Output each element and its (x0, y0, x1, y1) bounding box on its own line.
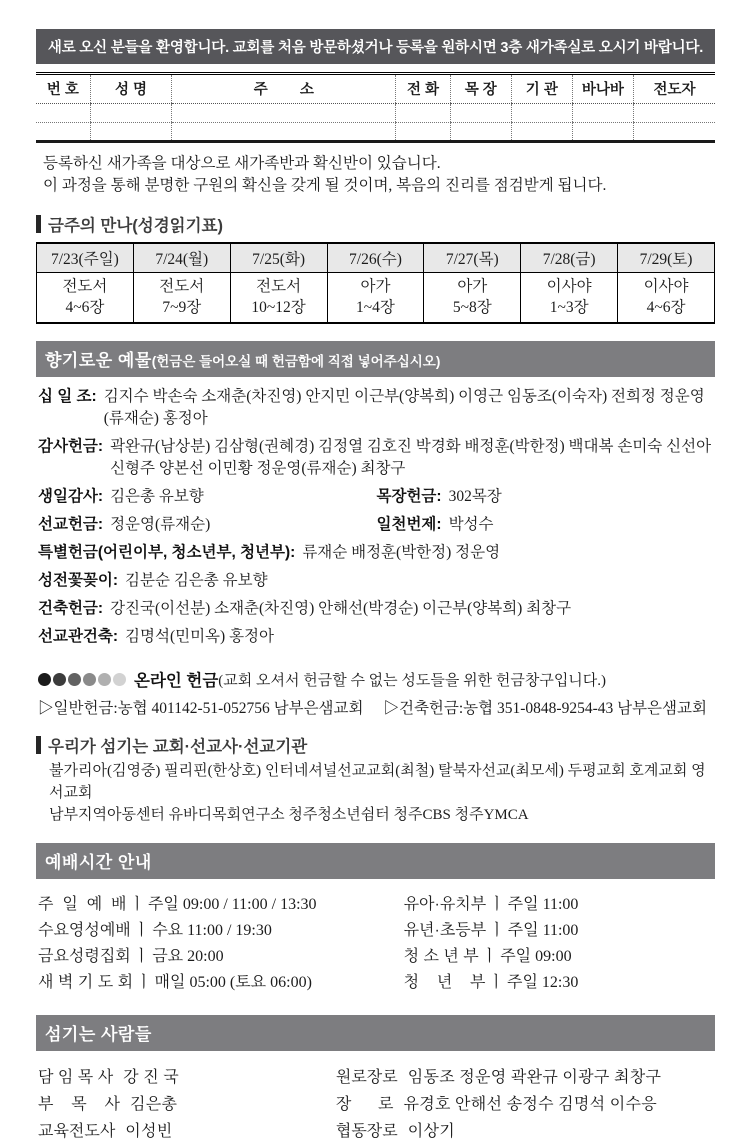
separator: ㅣ (136, 974, 152, 991)
schedule-row-elementary: 유년·초등부 ㅣ 주일 11:00 (403, 922, 579, 939)
schedule-row-wednesday: 수요영성예배 ㅣ 수요 11:00 / 19:30 (38, 922, 272, 939)
missions-heading (36, 733, 715, 757)
schedule-row-dawn: 새 벽 기 도 회 ㅣ 매일 05:00 (토요 06:00) (38, 974, 312, 991)
online-offering-heading (38, 667, 715, 691)
serving-people-title: 섬기는 사람들 (45, 1025, 152, 1044)
person-row-emeritus-elders: 원로장로 임동조 정운영 곽완규 이광구 최창구 (335, 1069, 662, 1086)
offering-row-building (38, 598, 715, 620)
missions-line-2: 남부지역아동센터 유바디목회연구소 청주청소년쉼터 청주CBS 청주YMCA (49, 807, 529, 823)
heading-tick-bar (36, 215, 41, 233)
separator: ㅣ (489, 922, 505, 939)
online-offering-title: 온라인 헌금 (134, 672, 219, 690)
schedule-row-sunday: 주 일 예 배 ㅣ 주일 09:00 / 11:00 / 13:30 (38, 896, 317, 913)
gradient-dot-icon (98, 673, 111, 686)
offering-names: 김명석(민미옥) 홍정아 (125, 628, 274, 645)
reading-date: 7/28(금) (521, 243, 618, 273)
offering-label: 선교헌금: (38, 516, 104, 533)
schedule-row-friday: 금요성령집회 ㅣ 금요 20:00 (38, 948, 224, 965)
offering-names: 박성수 (448, 516, 494, 533)
missions-line-1: 불가리아(김영중) 필리핀(한상호) 인터네셔널선교교회(최철) 탈북자선교(최모세) 두평교회 호계교회 영서교회 (49, 763, 706, 801)
reading-passage: 이사야 1~3장 (521, 273, 618, 324)
reading-date: 7/24(월) (133, 243, 230, 273)
offering-names: 곽완규(남상분) 김삼형(권혜경) 김정열 김호진 박경화 배정훈(박한정) 백대복 손미숙 신선아 신형주 양본선 이민황 정운영(류재순) 최창구 (110, 438, 712, 477)
reading-date: 7/27(목) (424, 243, 521, 273)
weekly-manna-heading (36, 212, 715, 236)
separator: ㅣ (481, 948, 498, 965)
person-row-cooperating-elder: 협동장로 이상기 (335, 1123, 455, 1140)
welcome-banner (36, 29, 715, 64)
schedule-row-youth: 청 소 년 부 ㅣ 주일 09:00 (403, 948, 572, 965)
bible-reading-passages-row (37, 273, 715, 324)
offering-names: 강진국(이선분) 소재춘(차진영) 안해선(박경순) 이근부(양복희) 최창구 (110, 600, 572, 617)
reading-passage: 아가 5~8장 (424, 273, 521, 324)
weekly-manna-title: 금주의 만나(성경읽기표) (48, 217, 223, 235)
offering-row-special (38, 542, 715, 564)
intro-line-1: 등록하신 새가족을 대상으로 새가족반과 확신반이 있습니다. (43, 155, 441, 172)
offering-row-tithe (38, 386, 715, 430)
gradient-dot-icon (53, 673, 66, 686)
schedule-row-young-adult: 청 년 부 ㅣ 주일 12:30 (403, 974, 579, 991)
worship-times-title: 예배시간 안내 (45, 853, 152, 872)
offering-names: 류재순 배정훈(박한정) 정운영 (302, 544, 501, 561)
heading-tick-bar (36, 736, 41, 754)
offering-label: 성전꽃꽂이: (38, 572, 119, 589)
reading-passage: 아가 1~4장 (327, 273, 424, 324)
offering-label: 십 일 조: (38, 388, 97, 405)
col-header-evangelist: 전도자 (633, 74, 715, 104)
offering-label: 건축헌금: (38, 600, 104, 617)
offering-pair-row (38, 486, 715, 508)
col-header-number: 번 호 (36, 74, 90, 104)
offering-row-thanksgiving (38, 436, 715, 480)
online-accounts (38, 696, 715, 718)
general-account: ▷일반헌금:농협 401142-51-052756 남부은샘교회 (38, 700, 364, 717)
serving-people-section-bar (36, 1015, 715, 1051)
offering-names: 김지수 박손숙 소재춘(차진영) 안지민 이근부(양복희) 이영근 임동조(이숙자) 전희정 정운영(류재순) 홍정아 (103, 388, 705, 427)
offering-label: 감사헌금: (38, 438, 104, 455)
gradient-dot-icon (38, 673, 51, 686)
offering-pair-row (38, 514, 715, 536)
serving-people-right (336, 1061, 715, 1148)
offering-row-thousand (377, 514, 716, 536)
gradient-dot-icon (68, 673, 81, 686)
gradient-dot-icon (83, 673, 96, 686)
offering-label: 목장헌금: (376, 488, 442, 505)
gradient-dot-icon (113, 673, 126, 686)
offering-row-birthday (38, 486, 377, 508)
intro-line-2: 이 과정을 통해 분명한 구원의 확신을 갖게 될 것이며, 복음의 진리를 점검받게 됩니다. (43, 177, 607, 194)
online-offering-subtitle: (교회 오셔서 헌금할 수 없는 성도들을 위한 헌금창구입니다.) (218, 672, 607, 689)
separator: ㅣ (489, 896, 505, 913)
offering-row-mission (38, 514, 377, 536)
offering-names: 김분순 김은총 유보향 (125, 572, 268, 589)
serving-people-grid (36, 1061, 715, 1148)
col-header-organization: 기 관 (511, 74, 572, 104)
serving-people-left (38, 1061, 336, 1148)
worship-times-section-bar (36, 843, 715, 879)
new-family-empty-row (36, 104, 715, 123)
offerings-title: 향기로운 예물 (45, 351, 152, 370)
offering-label: 일천번제: (376, 516, 442, 533)
person-row-education-evangelist: 교육전도사 이성빈 (38, 1123, 173, 1140)
separator: ㅣ (129, 896, 145, 913)
offering-names: 정운영(류재순) (110, 516, 211, 533)
worship-times-grid (36, 889, 715, 998)
separator: ㅣ (488, 974, 504, 991)
reading-date: 7/29(토) (618, 243, 715, 273)
col-header-phone: 전 화 (396, 74, 450, 104)
reading-passage: 전도서 7~9장 (133, 273, 230, 324)
offering-label: 특별헌금(어린이부, 청소년부, 청년부): (38, 544, 296, 561)
col-header-mokjang: 목 장 (450, 74, 511, 104)
worship-times-left (38, 889, 404, 998)
bible-reading-dates-row (37, 243, 715, 273)
online-dots (38, 673, 126, 686)
building-account: ▷건축헌금:농협 351-0848-9254-43 남부은샘교회 (383, 700, 707, 717)
separator: ㅣ (133, 948, 150, 965)
offering-label: 생일감사: (38, 488, 104, 505)
offerings-list (36, 386, 715, 648)
offering-names: 302목장 (448, 488, 502, 505)
online-offering-section (36, 667, 715, 718)
bible-reading-table (36, 242, 715, 324)
reading-passage: 전도서 10~12장 (230, 273, 327, 324)
new-family-table (36, 72, 715, 143)
worship-times-right (404, 889, 715, 998)
missions-list (36, 760, 715, 826)
offerings-subtitle: (헌금은 들어오실 때 헌금함에 직접 넣어주십시오) (151, 354, 441, 369)
new-family-empty-row (36, 123, 715, 142)
offering-names: 김은총 유보향 (110, 488, 204, 505)
offering-row-mission-building (38, 626, 715, 648)
reading-date: 7/23(주일) (37, 243, 134, 273)
reading-date: 7/25(화) (230, 243, 327, 273)
new-family-header-row (36, 74, 715, 104)
reading-passage: 이사야 4~6장 (618, 273, 715, 324)
offering-label: 선교관건축: (38, 628, 119, 645)
col-header-barnabas: 바나바 (572, 74, 633, 104)
offering-row-flowers (38, 570, 715, 592)
schedule-row-infant: 유아·유치부 ㅣ 주일 11:00 (403, 896, 579, 913)
reading-passage: 전도서 4~6장 (37, 273, 134, 324)
welcome-banner-text: 새로 오신 분들을 환영합니다. 교회를 처음 방문하셨거나 등록을 원하시면 3층 새가족실로 오시기 바랍니다. (47, 40, 704, 56)
separator: ㅣ (133, 922, 150, 939)
person-row-assistant-pastor: 부 목 사 김은총 (38, 1096, 178, 1113)
offering-row-mokjang (377, 486, 716, 508)
reading-date: 7/26(수) (327, 243, 424, 273)
new-family-intro (36, 153, 715, 197)
col-header-address: 주 소 (172, 74, 396, 104)
col-header-name: 성 명 (90, 74, 171, 104)
missions-title: 우리가 섬기는 교회·선교사·선교기관 (48, 738, 308, 756)
person-row-elders: 장 로 유경호 안해선 송정수 김명석 이수응 (335, 1096, 658, 1113)
person-row-senior-pastor: 담 임 목 사 강 진 국 (38, 1069, 180, 1086)
offerings-section-bar (36, 341, 715, 377)
